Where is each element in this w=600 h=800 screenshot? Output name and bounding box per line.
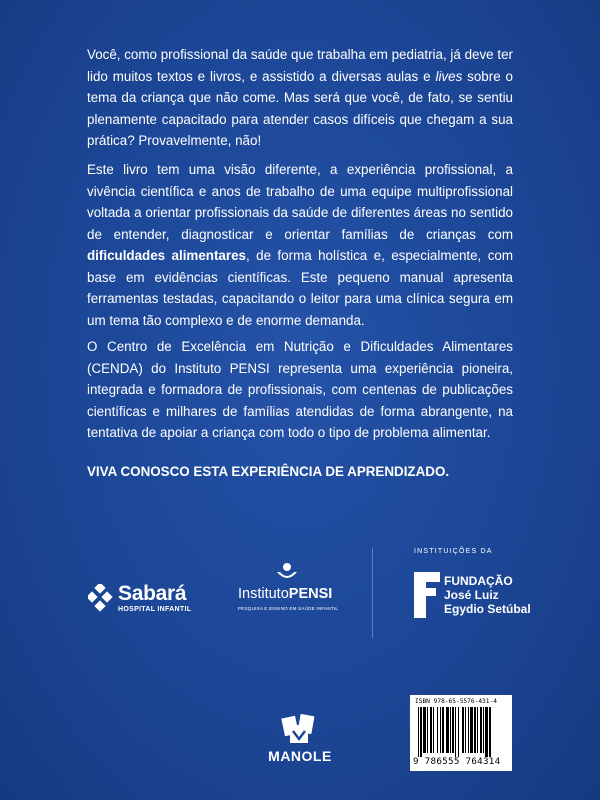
paragraph-description-bold: dificuldades alimentares <box>87 248 246 263</box>
sabara-name: Sabará <box>118 582 187 605</box>
paragraph-intro-italic: lives <box>435 68 463 84</box>
barcode-bar <box>468 707 469 753</box>
barcode-bar <box>418 707 419 757</box>
sabara-subtitle <box>118 606 191 613</box>
manole-name: MANOLE <box>268 748 332 764</box>
barcode-bar <box>423 707 426 753</box>
fundacao-line-2: José Luiz <box>444 588 499 602</box>
barcode-bar <box>455 707 456 757</box>
manole-books-icon <box>279 713 321 745</box>
sabara-subtitle-b: INFANTIL <box>157 606 192 613</box>
barcode-bars <box>418 707 506 757</box>
barcode-bar <box>489 707 491 757</box>
fundacao-line-1: FUNDAÇÃO <box>444 574 513 588</box>
barcode-bar <box>446 707 449 753</box>
manole-publisher-logo <box>266 713 334 763</box>
institutions-label: INSTITUIÇÕES DA <box>414 548 493 555</box>
barcode-bar <box>470 707 473 753</box>
barcode-bar <box>437 707 438 753</box>
barcode-bar <box>427 707 428 753</box>
fundacao-logo <box>414 572 531 620</box>
paragraph-call-to-action: VIVA CONOSCO ESTA EXPERIÊNCIA DE APRENDIZADO. <box>87 464 450 479</box>
fundacao-emblem-icon <box>414 572 440 618</box>
isbn-barcode <box>410 695 512 771</box>
barcode-bar <box>442 707 444 753</box>
paragraph-description-text-b: , de forma holística e, especialmente, com base em evidências científicas. Este pequeno manual apresenta ferramentas testadas, capacitando o leitor para uma clínica segura em um tema tão complexo e de enorme demanda. <box>87 248 513 328</box>
barcode-bar <box>450 707 451 753</box>
isbn-text: ISBN 978-65-5576-431-4 <box>415 698 497 705</box>
paragraph-cenda: O Centro de Excelência em Nutrição e Dificuldades Alimentares (CENDA) do Instituto PENSI representa uma experiência pioneira, integrada e formadora de profissionais, com centenas de publicações científicas e milhares de famílias atendidas de forma abrangente, na tentativa de apoiar a criança com todo o tipo de problema alimentar. <box>87 339 513 440</box>
barcode-bar <box>483 707 484 753</box>
pensi-name <box>238 586 332 602</box>
sabara-logo <box>88 582 198 622</box>
paragraph-description-text-a: Este livro tem uma visão diferente, a experiência profissional, a vivência científica e anos de trabalho de uma equipe multiprofissional voltada a orientar profissionais da saúde de diferentes áreas no sentido de entender, diagnosticar e orientar famílias de crianças com <box>87 162 513 242</box>
paragraph-intro <box>87 44 513 152</box>
barcode-bar <box>420 707 422 757</box>
barcode-bar <box>430 707 432 753</box>
barcode-bar <box>465 707 466 753</box>
barcode-bar <box>477 707 478 753</box>
sabara-subtitle-a: HOSPITAL <box>118 606 158 613</box>
pensi-name-b: PENSI <box>288 586 333 602</box>
instituto-pensi-logo <box>230 562 360 622</box>
barcode-bar <box>440 707 441 753</box>
paragraph-intro-text-a: Você, como profissional da saúde que trabalha em pediatria, já deve ter lido muitos textos e livros, e assistido a diversas aulas e <box>87 47 513 84</box>
barcode-bar <box>458 707 459 757</box>
barcode-digits: 9 786555 764314 <box>413 756 501 767</box>
paragraph-book-description <box>87 159 513 331</box>
barcode-bar <box>452 707 454 753</box>
barcode-bar <box>485 707 488 757</box>
pensi-figure-icon <box>276 562 298 584</box>
pensi-subtitle: PESQUISA E ENSINO EM SAÚDE INFANTIL <box>238 606 339 611</box>
sabara-cross-icon <box>88 584 114 614</box>
barcode-bar <box>480 707 482 753</box>
logo-divider <box>372 548 373 638</box>
pensi-name-a: Instituto <box>238 586 289 602</box>
barcode-bar <box>474 707 476 753</box>
barcode-bar <box>462 707 464 753</box>
paragraph-intro-text-b: sobre o tema da criança que não come. Mas será que você, de fato, se sentiu plenamente capacitado para atender casos difíceis que chegam a sua prática? Provavelmente, não! <box>87 68 513 148</box>
barcode-bar <box>433 707 434 753</box>
fundacao-line-3: Egydio Setúbal <box>444 602 531 616</box>
